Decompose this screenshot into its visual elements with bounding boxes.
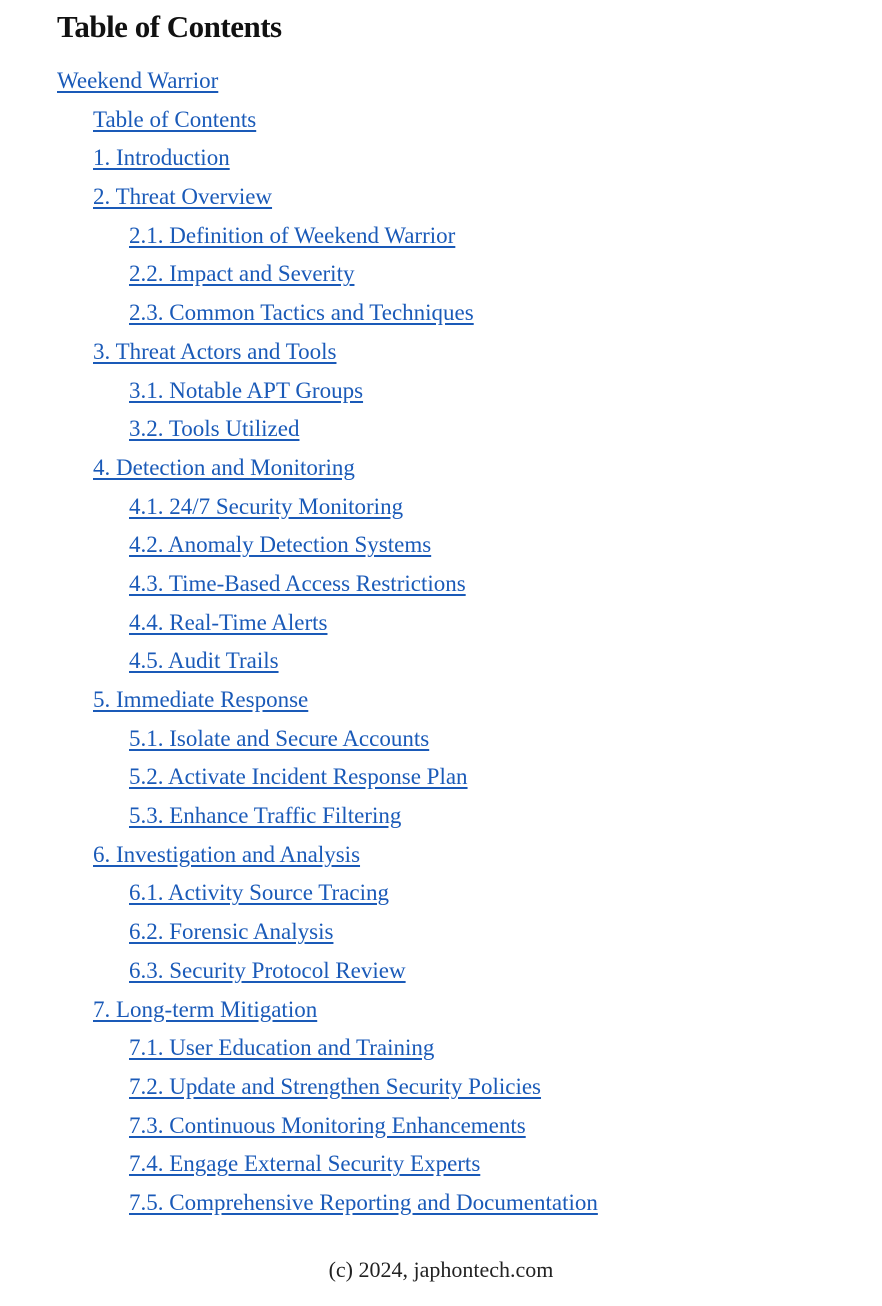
- toc-link-section-4-3[interactable]: 4.3. Time-Based Access Restrictions: [129, 570, 466, 596]
- toc-link-section-7[interactable]: 7. Long-term Mitigation: [93, 996, 318, 1022]
- toc-item: [93, 836, 598, 991]
- toc-item: [129, 1145, 598, 1184]
- toc-link-section-4-5[interactable]: 4.5. Audit Trails: [129, 648, 279, 674]
- toc-link-section-4-1[interactable]: 4.1. 24/7 Security Monitoring: [129, 493, 404, 519]
- toc-item: [93, 139, 598, 178]
- toc-link-section-3-2[interactable]: 3.2. Tools Utilized: [129, 416, 300, 442]
- toc-item: [129, 1107, 598, 1146]
- toc-item: [129, 642, 598, 681]
- toc-item: [129, 488, 598, 527]
- page-title: Table of Contents: [57, 9, 282, 44]
- toc-item: [129, 952, 598, 991]
- toc-item: [129, 1068, 598, 1107]
- toc-link-section-1[interactable]: 1. Introduction: [93, 145, 230, 171]
- toc-item: [129, 294, 598, 333]
- toc-link-section-2-2[interactable]: 2.2. Impact and Severity: [129, 261, 355, 287]
- toc-level-2: [93, 720, 598, 836]
- toc-level-2: [93, 874, 598, 990]
- toc-link-section-7-4[interactable]: 7.4. Engage External Security Experts: [129, 1151, 481, 1177]
- toc-item: [129, 758, 598, 797]
- toc-link-section-4[interactable]: 4. Detection and Monitoring: [93, 454, 355, 480]
- toc-level-1: [57, 101, 598, 1223]
- toc-item: [93, 178, 598, 333]
- toc-link-section-4-2[interactable]: 4.2. Anomaly Detection Systems: [129, 532, 432, 558]
- toc-link-section-3[interactable]: 3. Threat Actors and Tools: [93, 338, 337, 364]
- toc-item: [93, 449, 598, 681]
- toc-link-section-6-1[interactable]: 6.1. Activity Source Tracing: [129, 880, 390, 906]
- toc-link-section-7-3[interactable]: 7.3. Continuous Monitoring Enhancements: [129, 1112, 526, 1138]
- toc-link-section-6[interactable]: 6. Investigation and Analysis: [93, 841, 361, 867]
- toc-item: [129, 217, 598, 256]
- toc-item: [93, 333, 598, 449]
- toc-item: [129, 410, 598, 449]
- toc-item: [129, 1029, 598, 1068]
- toc-link-section-4-4[interactable]: 4.4. Real-Time Alerts: [129, 609, 328, 635]
- toc-link-section-5-3[interactable]: 5.3. Enhance Traffic Filtering: [129, 803, 402, 829]
- toc-item: [93, 991, 598, 1223]
- toc-link-section-7-1[interactable]: 7.1. User Education and Training: [129, 1035, 435, 1061]
- toc-item: [129, 255, 598, 294]
- toc-item: [93, 101, 598, 140]
- toc-link-section-6-2[interactable]: 6.2. Forensic Analysis: [129, 919, 334, 945]
- toc-level-2: [93, 1029, 598, 1222]
- toc-link-section-6-3[interactable]: 6.3. Security Protocol Review: [129, 957, 406, 983]
- toc-item: [129, 565, 598, 604]
- toc-link-section-2-1[interactable]: 2.1. Definition of Weekend Warrior: [129, 222, 456, 248]
- toc-item: [129, 604, 598, 643]
- toc-item: [129, 720, 598, 759]
- toc-item: [129, 874, 598, 913]
- toc-link-section-3-1[interactable]: 3.1. Notable APT Groups: [129, 377, 364, 403]
- toc-link-section-7-5[interactable]: 7.5. Comprehensive Reporting and Documentation: [129, 1189, 598, 1215]
- toc-item: [129, 1184, 598, 1223]
- page-footer: (c) 2024, japhontech.com: [328, 1257, 554, 1282]
- toc-level-2: [93, 488, 598, 681]
- toc-item: [93, 681, 598, 836]
- toc-link-section-5-2[interactable]: 5.2. Activate Incident Response Plan: [129, 764, 468, 790]
- toc-item: [129, 526, 598, 565]
- toc-link-section-5[interactable]: 5. Immediate Response: [93, 687, 309, 712]
- toc-root-item: [57, 62, 598, 1223]
- toc-item: [129, 913, 598, 952]
- toc-item: [129, 372, 598, 411]
- toc-link-table-of-contents[interactable]: Table of Contents: [93, 106, 257, 132]
- toc-link-root[interactable]: Weekend Warrior: [57, 68, 219, 93]
- toc-link-section-2-3[interactable]: 2.3. Common Tactics and Techniques: [129, 300, 474, 326]
- toc-link-section-7-2[interactable]: 7.2. Update and Strengthen Security Policies: [129, 1073, 542, 1099]
- table-of-contents: [57, 62, 598, 1223]
- toc-level-2: [93, 372, 598, 449]
- toc-link-section-5-1[interactable]: 5.1. Isolate and Secure Accounts: [129, 725, 430, 751]
- toc-link-section-2[interactable]: 2. Threat Overview: [93, 184, 273, 210]
- toc-level-2: [93, 217, 598, 333]
- toc-item: [129, 797, 598, 836]
